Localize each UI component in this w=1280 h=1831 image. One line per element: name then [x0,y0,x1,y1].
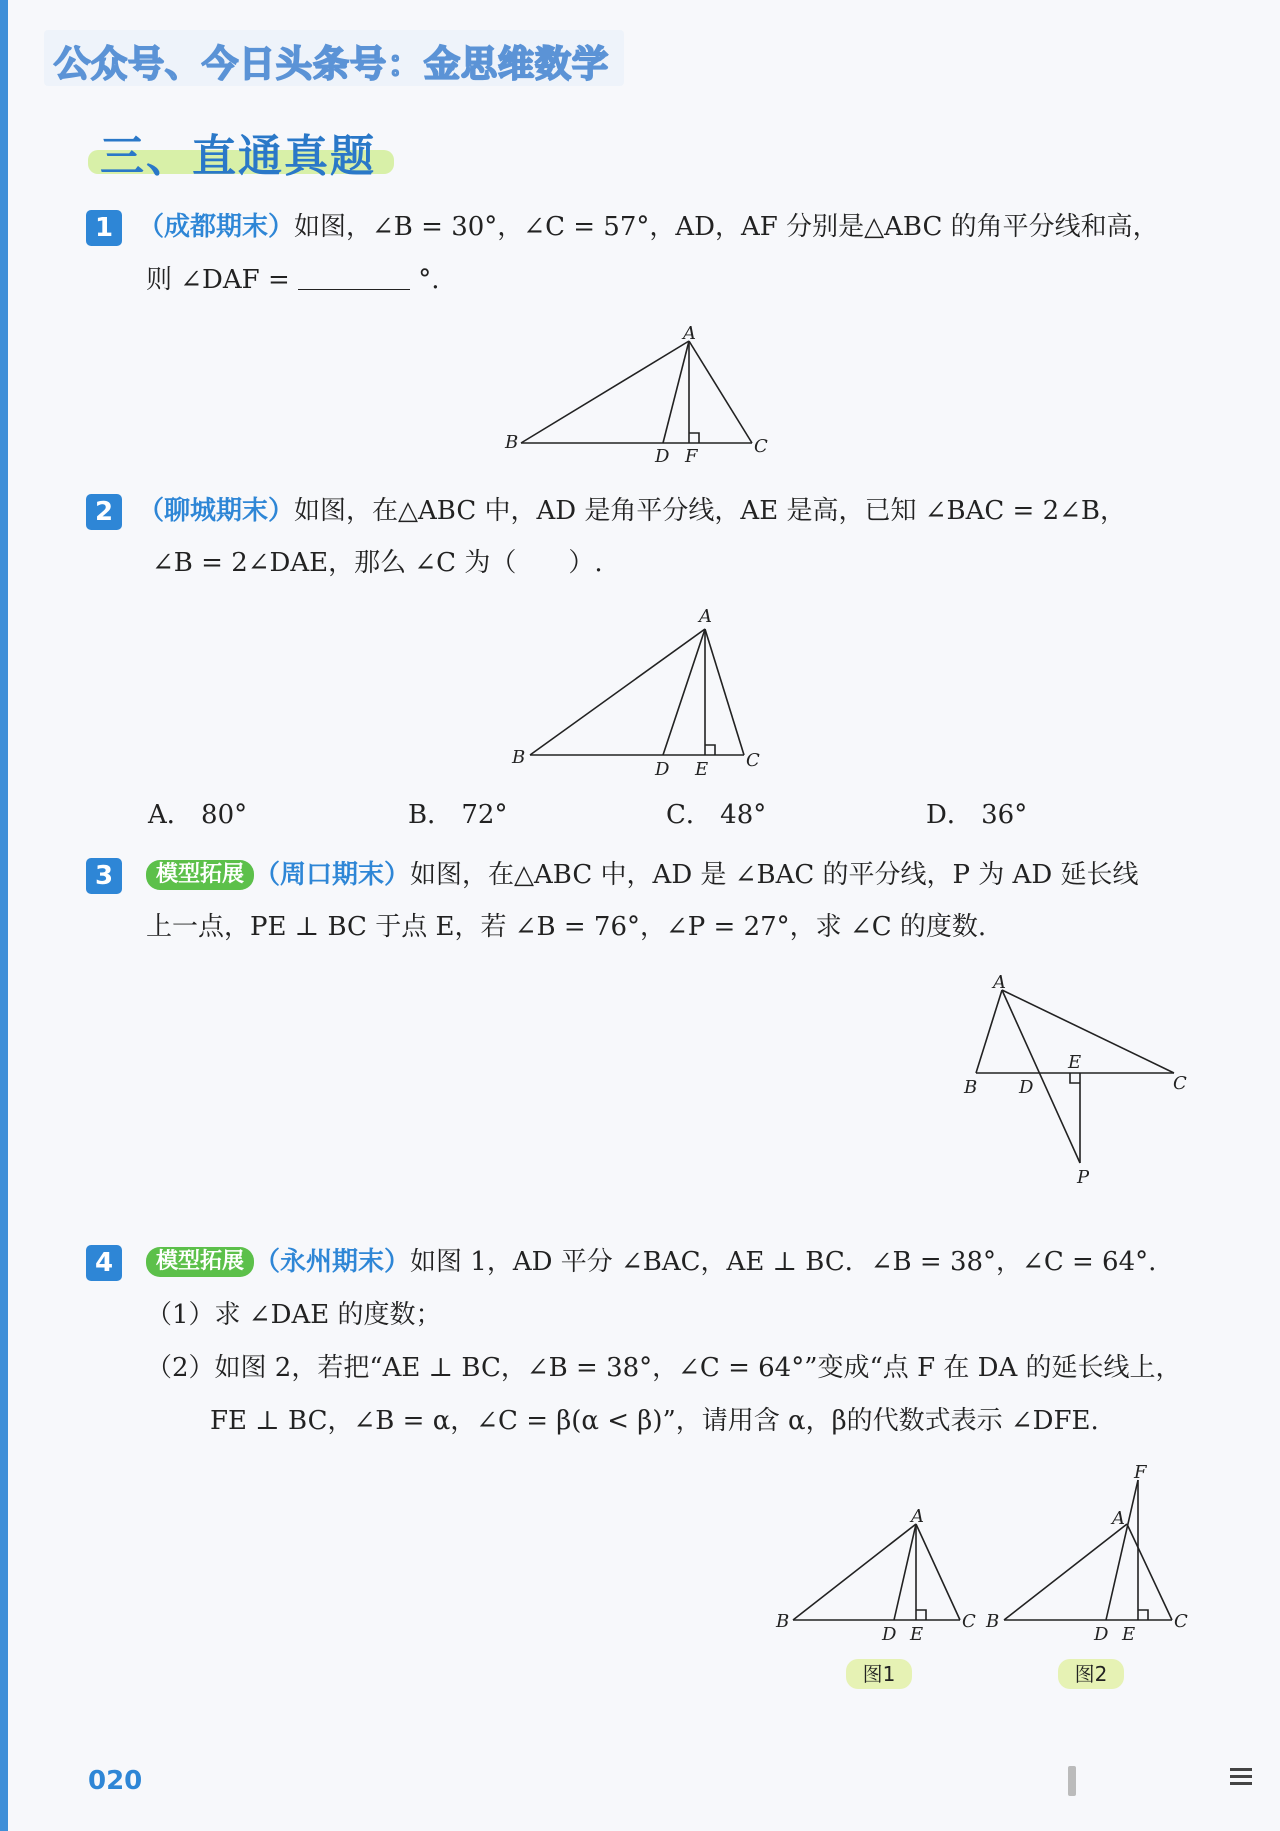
question-1-text: 如图，∠B = 30°，∠C = 57°，AD，AF 分别是△ABC 的角平分线和高， [294,212,1159,242]
question-3-source: （周口期末） [254,860,411,890]
question-4-source: （永州期末） [254,1247,411,1277]
section-title: 三、直通真题 [100,131,376,182]
choice-c-value: 48° [720,800,767,830]
q1-label-b: B [505,432,519,453]
scroll-grip[interactable] [1068,1766,1076,1796]
question-2-number: 2 [86,494,122,530]
question-1-text-2a: 则 ∠DAF = [146,265,290,295]
question-3-number: 3 [86,858,122,894]
f2-label-f: F [1134,1462,1147,1483]
menu-icon[interactable] [1230,1768,1252,1794]
q1-label-d: D [655,446,670,467]
choice-a-letter: A． [148,800,193,830]
q1-label-f: F [685,446,698,467]
f2-label-d: D [1094,1624,1109,1645]
f1-label-a: A [911,1506,924,1527]
f1-label-b: B [776,1611,790,1632]
q3-label-p: P [1077,1167,1090,1188]
question-1-number: 1 [86,210,122,246]
f2-seg-df [1106,1480,1138,1620]
q2-label-c: C [746,750,760,771]
figure-1-caption: 图1 [846,1659,912,1689]
question-2-text: 如图，在△ABC 中，AD 是角平分线，AE 是高，已知 ∠BAC = 2∠B， [294,496,1127,526]
f1-label-c: C [962,1611,976,1632]
question-3-line-2: 上一点，PE ⊥ BC 于点 E，若 ∠B = 76°，∠P = 27°，求 ∠C 的度数. [146,912,987,942]
f1-seg-ac [916,1524,960,1620]
choice-d-letter: D． [926,800,973,830]
question-1-text-2b: °. [418,265,440,295]
question-3-tag: 模型拓展 [146,860,254,890]
q2-label-e: E [695,759,709,780]
q2-label-b: B [512,747,526,768]
choice-d-value: 36° [981,800,1028,830]
question-2-source: （聊城期末） [138,496,295,526]
f1-label-e: E [910,1624,924,1645]
f2-label-e: E [1122,1624,1136,1645]
page-number: 020 [88,1766,143,1796]
f2-label-a: A [1112,1508,1125,1529]
question-4-tag: 模型拓展 [146,1247,254,1277]
choice-a-value: 80° [201,800,248,830]
q3-label-e: E [1068,1052,1082,1073]
q3-label-d: D [1019,1077,1034,1098]
q2-label-d: D [655,759,670,780]
q1-label-a: A [683,323,696,344]
header-banner: 公众号、今日头条号：金思维数学 [54,44,610,85]
q1-label-c: C [754,436,768,457]
question-4-part-2-line-1: （2）如图 2，若把“AE ⊥ BC，∠B = 38°，∠C = 64°”变成“点 F 在 DA 的延长线上， [146,1353,1182,1383]
question-4-part-2-line-2: FE ⊥ BC，∠B = α，∠C = β(α < β)”，请用含 α，β的代数式表示 ∠DFE. [210,1406,1099,1436]
choice-b-letter: B． [408,800,454,830]
question-4-text: 如图 1，AD 平分 ∠BAC，AE ⊥ BC．∠B = 38°，∠C = 64°. [410,1247,1157,1277]
q3-label-a: A [993,972,1006,993]
f2-right-angle-mark [1138,1610,1148,1620]
question-4-part-1: （1）求 ∠DAE 的度数； [146,1300,442,1330]
f2-label-b: B [986,1611,1000,1632]
q3-label-b: B [964,1077,978,1098]
f1-label-d: D [882,1624,897,1645]
f2-label-c: C [1174,1611,1188,1632]
f1-right-angle-mark [916,1610,926,1620]
choice-c-letter: C． [666,800,712,830]
f2-seg-ac [1127,1524,1172,1620]
q2-label-a: A [699,606,712,627]
question-4-number: 4 [86,1245,122,1281]
q3-label-c: C [1173,1073,1187,1094]
choice-b-value: 72° [461,800,508,830]
question-3-text: 如图，在△ABC 中，AD 是 ∠BAC 的平分线，P 为 AD 延长线 [410,860,1139,890]
question-1-source: （成都期末） [138,212,295,242]
question-2-line-2: ∠B = 2∠DAE，那么 ∠C 为（ ）. [152,548,603,578]
figure-2-caption: 图2 [1058,1659,1124,1689]
